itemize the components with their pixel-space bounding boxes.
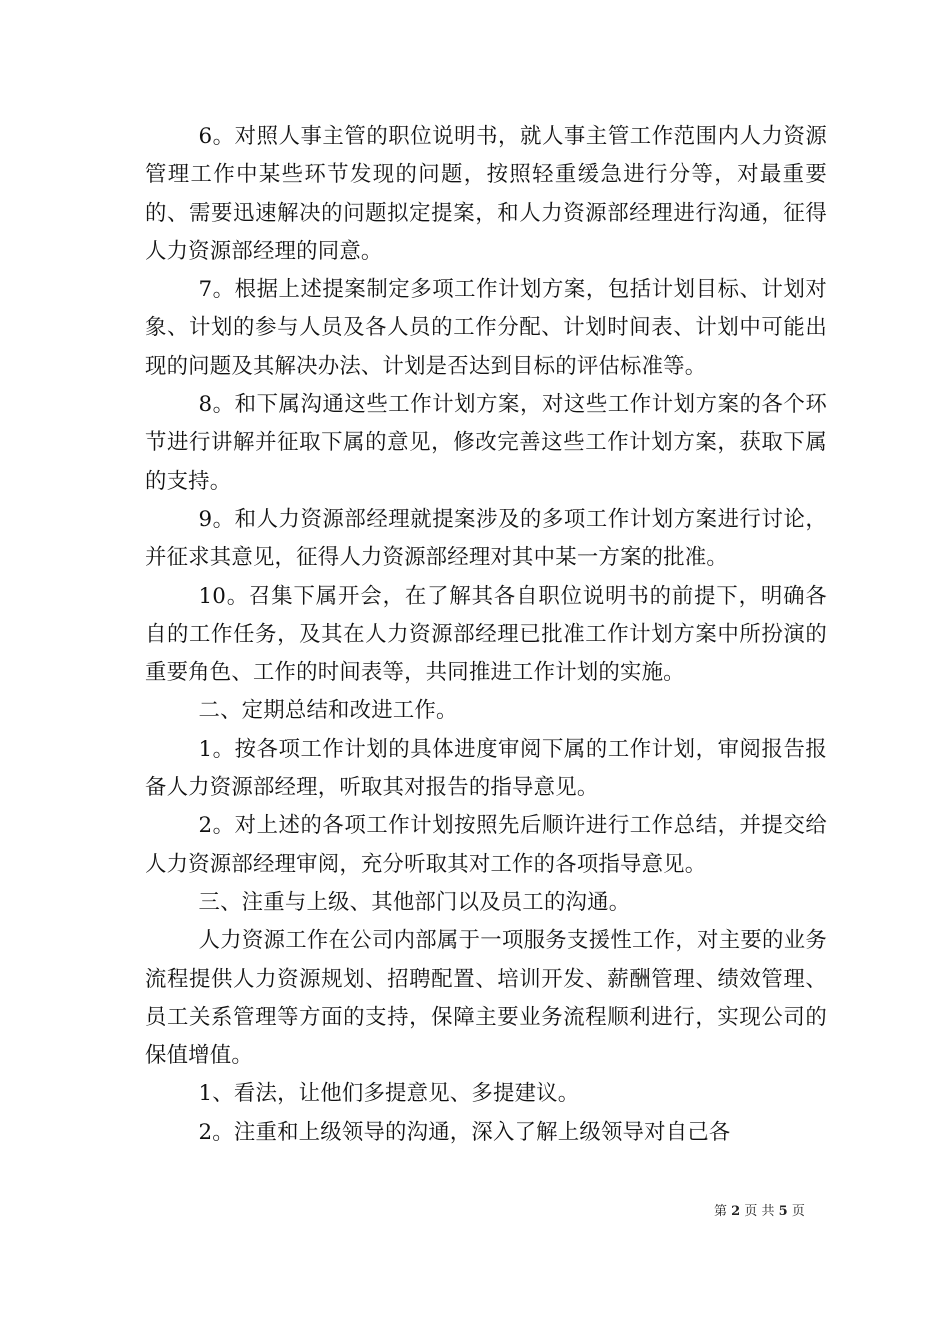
paragraph-review-1: 1。按各项工作计划的具体进度审阅下属的工作计划，审阅报告报备人力资源部经理，听取其对报告的指导意见。: [145, 736, 827, 801]
paragraph-item-9: 9。和人力资源部经理就提案涉及的多项工作计划方案进行讨论，并征求其意见，征得人力资源部经理对其中某一方案的批准。: [145, 506, 827, 571]
section-heading-3: 三、注重与上级、其他部门以及员工的沟通。: [198, 889, 631, 915]
paragraph-item-6: 6。对照人事主管的职位说明书，就人事主管工作范围内人力资源管理工作中某些环节发现的问题，按照轻重缓急进行分等，对最重要的、需要迅速解决的问题拟定提案，和人力资源部经理进行沟通，征得人力资源部经理的同意。: [145, 124, 827, 264]
paragraph-opinions: 1、看法，让他们多提意见、多提建议。: [198, 1081, 580, 1107]
document-body: [145, 118, 827, 1152]
section-heading-2: 二、定期总结和改进工作。: [198, 698, 458, 724]
total-page-number: 5: [778, 1204, 788, 1219]
paragraph-item-7: 7。根据上述提案制定多项工作计划方案，包括计划目标、计划对象、计划的参与人员及各人员的工作分配、计划时间表、计划中可能出现的问题及其解决办法、计划是否达到目标的评估标准等。: [145, 277, 827, 379]
paragraph-item-8: 8。和下属沟通这些工作计划方案，对这些工作计划方案的各个环节进行讲解并征取下属的意见，修改完善这些工作计划方案，获取下属的支持。: [145, 392, 827, 494]
current-page-number: 2: [731, 1204, 741, 1219]
page-number-footer: [714, 1203, 805, 1221]
paragraph-hr-support: 人力资源工作在公司内部属于一项服务支援性工作，对主要的业务流程提供人力资源规划、招聘配置、培训开发、薪酬管理、绩效管理、员工关系管理等方面的支持，保障主要业务流程顺利进行，实现公司的保值增值。: [145, 928, 827, 1069]
paragraph-item-10: 10。召集下属开会，在了解其各自职位说明书的前提下，明确各自的工作任务，及其在人力资源部经理已批准工作计划方案中所扮演的重要角色、工作的时间表等，共同推进工作计划的实施。: [145, 583, 827, 686]
footer-suffix: 页: [791, 1204, 805, 1219]
footer-prefix: 第: [714, 1204, 728, 1219]
paragraph-review-2: 2。对上述的各项工作计划按照先后顺许进行工作总结，并提交给人力资源部经理审阅，充分听取其对工作的各项指导意见。: [145, 813, 827, 877]
footer-middle: 页 共: [744, 1204, 775, 1219]
paragraph-leader-communication: 2。注重和上级领导的沟通，深入了解上级领导对自己各: [198, 1119, 731, 1145]
